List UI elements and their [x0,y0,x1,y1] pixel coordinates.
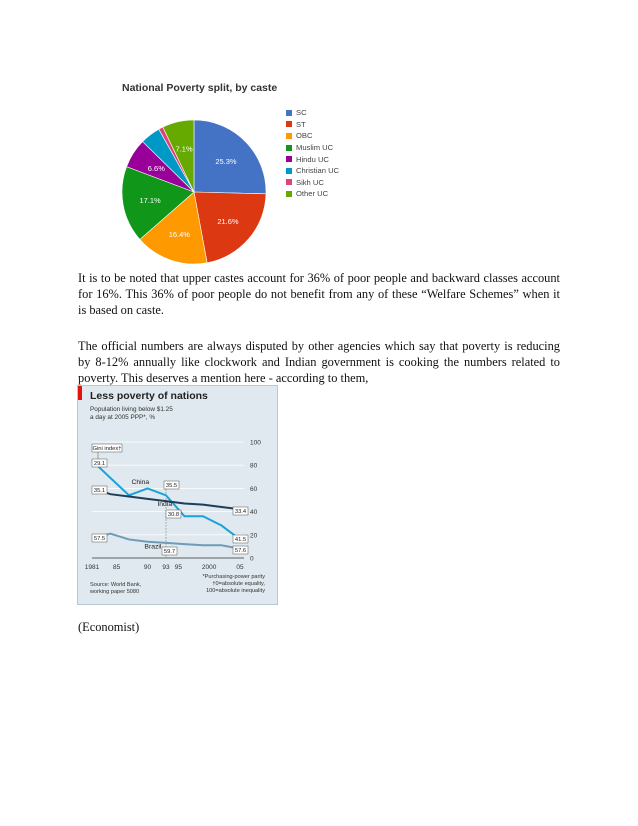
line-chart-title: Less poverty of nations [90,390,208,402]
legend-label: Christian UC [296,166,340,176]
source-line: working paper 5080 [90,589,140,595]
line-chart-subtitle [90,406,173,422]
legend-label: Muslim UC [296,143,334,153]
gini-value: 35.1 [93,488,106,494]
pie-slice-label: 25.3% [215,156,237,166]
y-tick-label: 80 [250,462,258,470]
legend-label: Other UC [296,189,329,199]
legend-swatch [286,179,292,185]
poverty-pie-figure [110,70,350,270]
pie-chart-title: National Poverty split, by caste [122,82,278,94]
gini-value: 41.5 [234,537,247,543]
x-tick-label: 93 [162,564,170,571]
legend-label: Sikh UC [296,177,324,187]
x-tick-label: 1981 [84,564,100,571]
legend-swatch [286,156,292,162]
gini-value: Gini index† [92,446,122,452]
legend-swatch [286,145,292,151]
gini-value: 35.5 [165,483,178,489]
legend-swatch [286,121,292,127]
legend-swatch [286,168,292,174]
x-tick-label: 85 [113,564,121,571]
x-tick-label: 90 [143,564,152,571]
subtitle-line: Population living below $1.25 [90,406,173,413]
pie-slice-label: 17.1% [139,195,161,205]
legend-entry [286,165,339,177]
paragraph-upper-castes: It is to be noted that upper castes account for 36% of poor people and backward classes account for 16%. This 36% of poor people do not benefit from any of these “Welfare Schemes” when it is based on caste. [78,271,560,317]
legend-swatch [286,133,292,139]
note-line: 100=absolute inequality [206,588,265,594]
gini-value: 57.6 [234,548,247,554]
legend-entry [286,107,339,119]
less-poverty-chart [77,385,278,605]
pie-slice-label: 7.1% [175,144,193,154]
economist-red-tag [78,386,82,400]
gini-value: 59.7 [163,549,176,555]
y-tick-label: 0 [250,555,254,563]
pie-legend [286,107,339,200]
chart-footnote [203,574,266,595]
figure-caption: (Economist) [78,620,140,634]
note-line: *Purchasing-power parity [202,574,265,580]
gini-value: 33.4 [234,509,247,515]
paragraph-official-numbers: The official numbers are always disputed by other agencies which say that poverty is reducing by 8-12% annually like clockwork and Indian government is cooking the numbers related to poverty. This deserves a mention here - according to them, [78,339,560,385]
subtitle-line: a day at 2005 PPP*, % [90,414,156,421]
legend-entry [286,153,339,165]
legend-entry [286,119,339,131]
series-name-label: Brazil [144,543,162,551]
legend-entry [286,177,339,189]
pie-slice-label: 21.6% [217,216,239,226]
note-line: †0=absolute equality, [212,581,265,587]
pie-slice-label: 6.6% [147,163,165,173]
gini-value: 57.5 [93,536,106,542]
y-tick-label: 20 [250,532,258,540]
series-name-label: China [131,478,150,486]
gini-value: 29.1 [93,461,106,467]
legend-entry [286,142,339,154]
y-tick-label: 100 [250,439,261,447]
x-tick-label: 95 [174,564,182,571]
legend-entry [286,188,339,200]
legend-label: OBC [296,131,313,141]
x-tick-label: 05 [236,564,244,571]
y-tick-label: 40 [250,509,258,517]
legend-label: ST [296,119,306,129]
y-tick-label: 60 [250,485,258,493]
source-line: Source: World Bank, [90,582,142,588]
legend-swatch [286,110,292,116]
chart-source [90,582,141,596]
legend-swatch [286,191,292,197]
legend-label: SC [296,108,307,118]
legend-entry [286,130,339,142]
legend-label: Hindu UC [296,154,329,164]
x-tick-label: 2000 [201,564,217,571]
gini-value: 30.8 [167,512,180,518]
pie-slice-label: 16.4% [168,230,190,240]
series-name-label: India [157,500,173,508]
